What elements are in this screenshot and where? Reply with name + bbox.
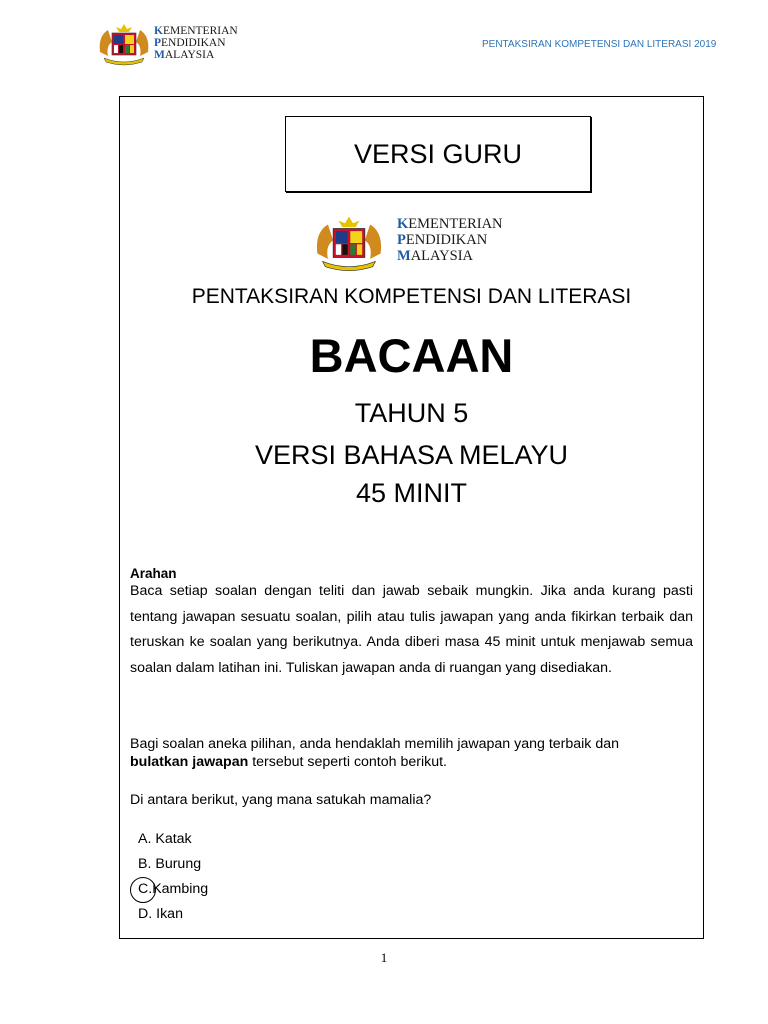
logo-text: ENDIDIKAN bbox=[405, 232, 488, 249]
logo-text: ENDIDIKAN bbox=[161, 37, 226, 50]
versi-guru-label: VERSI GURU bbox=[353, 138, 523, 169]
logo-text: EMENTERIAN bbox=[162, 25, 238, 37]
option-a bbox=[138, 831, 192, 847]
subject-title: BACAAN bbox=[309, 329, 514, 382]
year-label: TAHUN 5 bbox=[354, 398, 469, 428]
logo-text: EMENTERIAN bbox=[408, 216, 503, 232]
duration-label: 45 MINIT bbox=[355, 478, 468, 508]
logo-text: ALAYSIA bbox=[410, 248, 473, 265]
cover-logo bbox=[312, 214, 532, 272]
mcq-intro bbox=[130, 735, 693, 771]
option-letter: C. bbox=[138, 881, 153, 897]
header-logo bbox=[96, 22, 246, 66]
logo-cap: K bbox=[154, 25, 163, 37]
logo-cap: K bbox=[397, 216, 409, 232]
logo-cap: P bbox=[154, 37, 162, 50]
option-letter: A. bbox=[138, 831, 152, 847]
option-letter: D. bbox=[138, 906, 153, 922]
coat-of-arms-icon bbox=[312, 214, 386, 272]
option-text: Katak bbox=[155, 831, 192, 847]
mcq-intro-line2: tersebut seperti contoh berikut. bbox=[248, 754, 448, 770]
version-label: VERSI BAHASA MELAYU bbox=[254, 440, 569, 470]
logo-cap: M bbox=[397, 248, 411, 265]
versi-guru-box bbox=[285, 116, 591, 192]
answer-circle bbox=[130, 877, 156, 903]
header-title: PENTAKSIRAN KOMPETENSI DAN LITERASI 2019 bbox=[482, 39, 717, 50]
logo-text: ALAYSIA bbox=[164, 49, 215, 62]
option-text: Kambing bbox=[152, 881, 209, 897]
logo-cap: P bbox=[397, 232, 406, 249]
option-text: Ikan bbox=[156, 906, 183, 922]
coat-of-arms-icon bbox=[96, 22, 152, 66]
option-letter: B. bbox=[138, 856, 152, 872]
example-question: Di antara berikut, yang mana satukah mamalia? bbox=[130, 792, 432, 808]
logo-cap: M bbox=[154, 49, 165, 62]
instructions-paragraph: Baca setiap soalan dengan teliti dan jawab sebaik mungkin. Jika anda kurang pasti tentang jawapan sesuatu soalan, pilih atau tulis jawapan yang anda fikirkan terbaik dan teruskan ke soalan yang berikutnya. Anda diberi masa 45 minit untuk menjawab semua soalan dalam latihan ini. Tuliskan jawapan anda di ruangan yang disediakan. bbox=[130, 583, 693, 676]
option-b bbox=[138, 856, 201, 872]
mcq-intro-bold: bulatkan jawapan bbox=[130, 754, 249, 770]
instructions-heading: Arahan bbox=[130, 566, 177, 581]
assessment-title: PENTAKSIRAN KOMPETENSI DAN LITERASI bbox=[191, 285, 632, 308]
option-text: Burung bbox=[155, 856, 202, 872]
mcq-intro-line1: Bagi soalan aneka pilihan, anda hendaklah memilih jawapan yang terbaik dan bbox=[130, 736, 620, 752]
page-number: 1 bbox=[380, 950, 388, 965]
option-d bbox=[138, 906, 183, 922]
